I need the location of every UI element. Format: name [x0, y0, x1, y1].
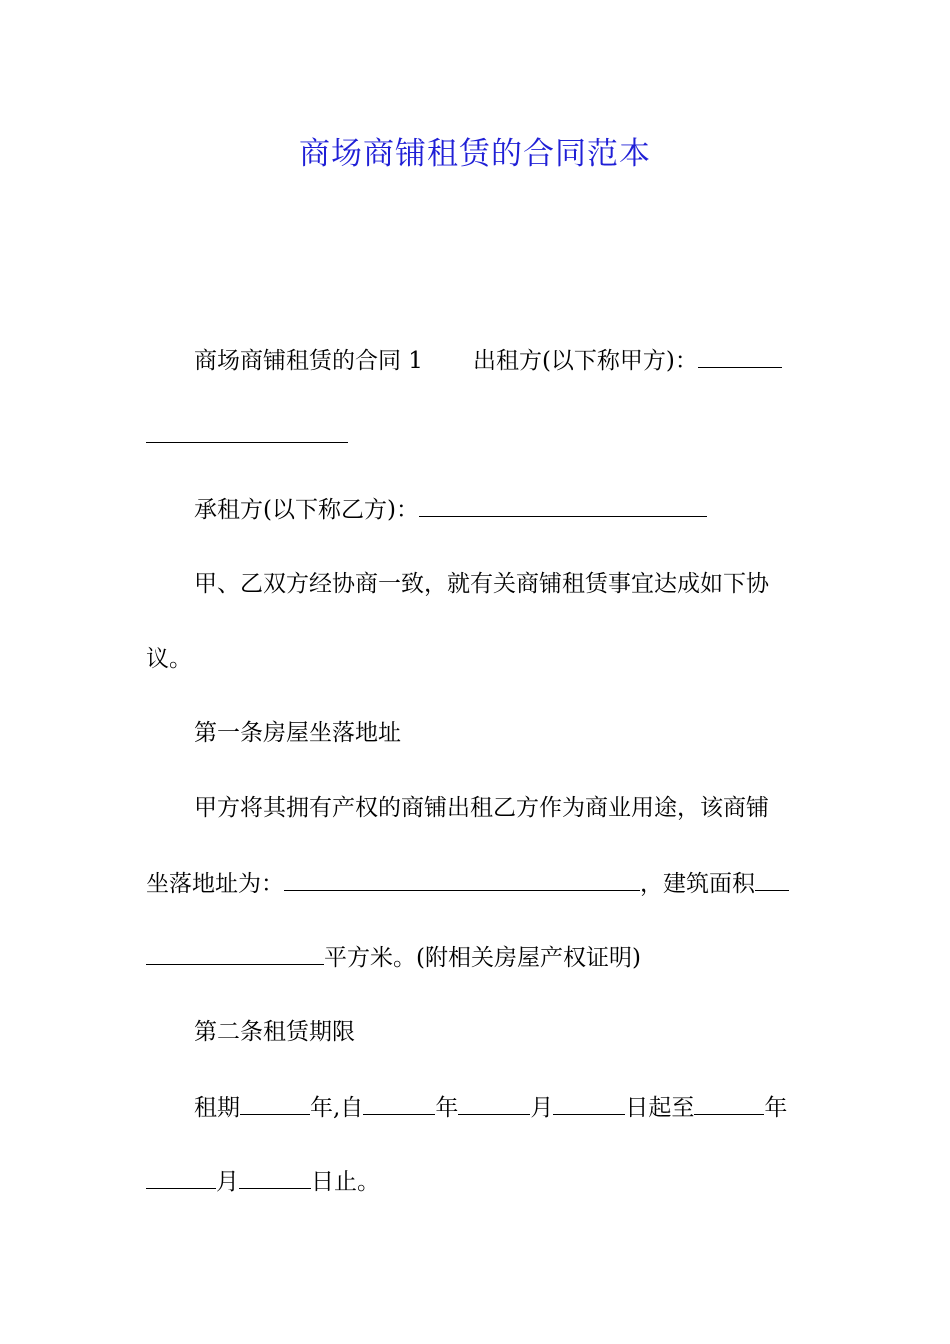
- lessor-label: 出租方(以下称甲方)：: [472, 348, 698, 374]
- article-1-heading: 第一条房屋坐落地址: [194, 720, 401, 746]
- start-year-label: 年: [435, 1095, 459, 1121]
- term-years-blank: [240, 1092, 310, 1115]
- area-blank: [755, 868, 789, 891]
- address-label: 坐落地址为：: [146, 871, 284, 897]
- end-day-blank: [239, 1166, 311, 1189]
- address-blank: [284, 868, 640, 891]
- paragraph-lessee: [146, 494, 806, 525]
- start-year-blank: [363, 1092, 435, 1115]
- end-month-blank: [146, 1166, 216, 1189]
- start-day-label: 日起至: [625, 1095, 695, 1121]
- paragraph-intro-lessor: [146, 345, 806, 376]
- term-year-from-label: 年,自: [310, 1095, 364, 1121]
- article-1-line1: 甲方将其拥有产权的商铺出租乙方作为商业用途，该商铺: [194, 795, 769, 821]
- article-2-term-line1: [146, 1092, 806, 1123]
- end-month-label: 月: [216, 1169, 239, 1195]
- lessor-blank-line2: [146, 420, 348, 443]
- start-month-blank: [458, 1092, 530, 1115]
- lessee-blank: [419, 494, 707, 517]
- paragraph-agreement-line1: 甲、乙双方经协商一致，就有关商铺租赁事宜达成如下协: [194, 571, 769, 597]
- article-2-term-line2: [146, 1166, 806, 1197]
- lessor-blank: [698, 345, 782, 368]
- end-year-blank: [694, 1092, 764, 1115]
- area-unit-text: 平方米。(附相关房屋产权证明): [324, 945, 641, 971]
- paragraph-agreement-line2: 议。: [146, 646, 192, 672]
- start-day-blank: [553, 1092, 625, 1115]
- end-day-label: 日止。: [311, 1169, 380, 1195]
- start-month-label: 月: [530, 1095, 554, 1121]
- article-2-heading: 第二条租赁期限: [194, 1019, 355, 1045]
- lessee-label: 承租方(以下称乙方)：: [194, 497, 419, 523]
- area-blank-line2: [146, 942, 324, 965]
- intro-text: 商场商铺租赁的合同 1: [194, 348, 423, 374]
- end-year-label: 年: [764, 1095, 788, 1121]
- lessor-blank-continued: [146, 420, 806, 451]
- article-1-line2: [146, 868, 806, 899]
- article-1-line3: [146, 942, 806, 973]
- area-label: ，建筑面积: [640, 871, 755, 897]
- term-label: 租期: [194, 1095, 240, 1121]
- document-title: 商场商铺租赁的合同范本: [299, 136, 651, 172]
